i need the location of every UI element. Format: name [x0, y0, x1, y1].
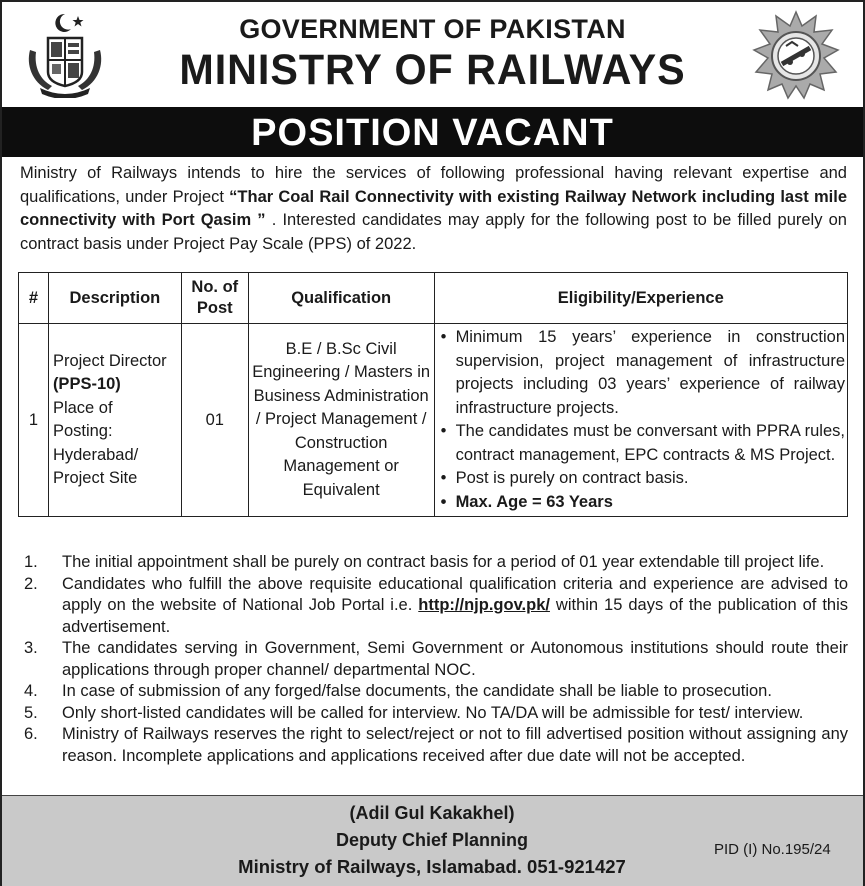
- note-number: 1.: [24, 553, 38, 571]
- intro-text-before: Ministry of Railways intends to hire the services of following professional having relevant expertise and qualifications, under Project: [20, 164, 847, 206]
- note-text: The candidates serving in Government, Semi Government or Autonomous institutions should route their applications through proper channel/ departmental NOC.: [62, 639, 848, 679]
- qual-line: B.E / B.Sc Civil: [285, 339, 397, 358]
- row-description: [48, 324, 181, 517]
- list-item: [20, 724, 848, 767]
- qual-line: / Project Management /: [255, 410, 427, 429]
- list-item: [20, 638, 848, 681]
- note-number: 3.: [24, 639, 38, 657]
- signatory-designation: Deputy Chief Planning: [335, 830, 528, 850]
- header-no-of-post: [181, 273, 248, 324]
- qual-line: Engineering / Masters in: [252, 363, 431, 382]
- note-number: 5.: [24, 703, 38, 722]
- qual-line: Management or: [283, 457, 399, 476]
- list-item: [20, 552, 848, 574]
- signatory-office: Ministry of Railways, Islamabad. 051-921427: [238, 856, 626, 877]
- project-name: “Thar Coal Rail Connectivity with existing Railway Network including last mile connectivity with Port Qasim ”: [20, 187, 847, 229]
- qual-line: Equivalent: [302, 480, 380, 499]
- intro-paragraph: [20, 162, 847, 256]
- row-number: 1: [19, 324, 49, 517]
- header-no-of-post-line1: No. of: [191, 278, 239, 296]
- list-item: [20, 703, 848, 725]
- intro-text-after: . Interested candidates may apply for the following post to be filled purely on contract basis under Project Pay Scale (PPS) of 2022.: [20, 211, 847, 253]
- qual-line: Construction: [294, 433, 388, 452]
- note-number: 6.: [24, 725, 38, 743]
- signature-footer: [2, 795, 863, 886]
- note-number: 4.: [24, 682, 38, 700]
- note-number: 2.: [24, 574, 38, 593]
- list-item: • Minimum 15 years’ experience in construction supervision, project management of infrastructure projects including 03 years’ experience of railway infrastructure projects.: [439, 326, 845, 420]
- desc-posting-label: Posting:: [52, 422, 113, 440]
- list-item: • Max. Age = 63 Years: [439, 491, 845, 515]
- row-eligibility: [434, 324, 847, 517]
- note-text: In case of submission of any forged/false documents, the candidate shall be liable to prosecution.: [62, 682, 772, 700]
- banner-title: POSITION VACANT: [251, 112, 614, 154]
- ministry-title: MINISTRY OF RAILWAYS: [179, 46, 686, 94]
- list-item: [20, 574, 848, 639]
- pid-number: PID (I) No.195/24: [714, 841, 831, 858]
- vacancy-table: [18, 272, 848, 517]
- notes-list: [20, 552, 848, 767]
- header-number: #: [19, 273, 49, 324]
- header-qualification: Qualification: [248, 273, 434, 324]
- qual-line: Business Administration: [253, 386, 429, 405]
- desc-city: Hyderabad/: [52, 445, 139, 464]
- njp-link[interactable]: http://njp.gov.pk/: [418, 596, 550, 614]
- note-text: Only short-listed candidates will be called for interview. No TA/DA will be admissible for test/ interview.: [62, 703, 804, 722]
- note-text: Ministry of Railways reserves the right to select/reject or not to fill advertised position without assigning any reason. Incomplete applications and applications received after due date will not be accepted.: [62, 725, 848, 765]
- note-text-before: Candidates who fulfill the above requisite educational qualification criteria and experience are advised to apply on the website of National Job Portal i.e.: [62, 574, 848, 614]
- note-text-after: within 15 days of the publication of this advertisement.: [62, 596, 848, 636]
- list-item: [20, 681, 848, 703]
- row-posts: 01: [181, 324, 248, 517]
- table-header-row: [19, 273, 848, 324]
- desc-place-label: Place of: [52, 398, 113, 417]
- header: [2, 2, 863, 107]
- desc-site: Project Site: [52, 469, 138, 487]
- header-description: Description: [48, 273, 181, 324]
- government-title: GOVERNMENT OF PAKISTAN: [239, 14, 626, 44]
- position-vacant-banner: [2, 107, 863, 157]
- railways-logo-icon: [750, 10, 842, 102]
- eligibility-list: [439, 326, 845, 514]
- table-row: [19, 324, 848, 517]
- list-item: • The candidates must be conversant with PPRA rules, contract management, EPC contracts & MS Project.: [439, 420, 845, 467]
- desc-title: Project Director: [52, 351, 167, 370]
- header-no-of-post-line2: Post: [196, 299, 233, 317]
- note-text: The initial appointment shall be purely on contract basis for a period of 01 year extendable till project life.: [62, 553, 825, 571]
- list-item: • Post is purely on contract basis.: [439, 467, 845, 491]
- signatory-name: (Adil Gul Kakakhel): [349, 803, 515, 823]
- header-eligibility: Eligibility/Experience: [434, 273, 847, 324]
- desc-scale: (PPS-10): [52, 375, 121, 393]
- row-qualification: [248, 324, 434, 517]
